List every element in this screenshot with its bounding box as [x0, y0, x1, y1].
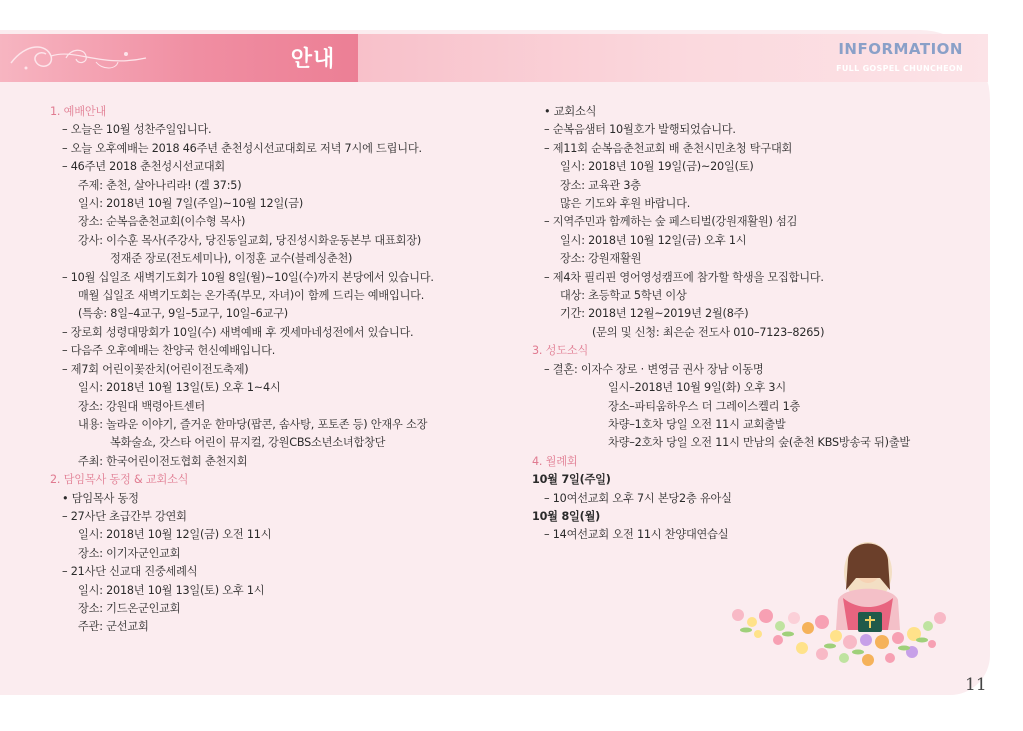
text-line: 대상: 초등학교 5학년 이상 — [560, 289, 687, 303]
page-title: 안내 — [290, 47, 336, 72]
text-line: 주관: 군선교회 — [78, 620, 149, 634]
text-line: 장소: 교육관 3층 — [560, 178, 641, 192]
page-number: 11 — [965, 675, 987, 695]
text-line: 주제: 춘천, 살아나리라! (겔 37:5) — [78, 178, 242, 192]
text-line: • 교회소식 — [544, 105, 597, 118]
text-line: – 다음주 오후예배는 찬양국 헌신예배입니다. — [62, 344, 276, 358]
text-line: – 10월 십일조 새벽기도회가 10월 8일(월)~10일(수)까지 본당에서 있습니다. — [62, 270, 434, 284]
text-line: 10월 8일(월) — [532, 509, 601, 523]
text-line: (문의 및 신청: 최은순 전도사 010–7123–8265) — [592, 325, 825, 339]
text-line: – 오늘은 10월 성찬주일입니다. — [62, 123, 212, 137]
section-heading: 1. 예배안내 — [50, 105, 107, 118]
text-line: – 지역주민과 함께하는 숲 페스티벌(강원재활원) 섬김 — [544, 215, 798, 229]
text-line: 일시–2018년 10월 9일(화) 오후 3시 — [608, 381, 786, 395]
text-line: 강사: 이수훈 목사(주강사, 당진동일교회, 당진성시화운동본부 대표회장) — [78, 233, 421, 247]
text-line: – 제11회 순복음춘천교회 배 춘천시민초청 탁구대회 — [544, 141, 793, 155]
info-title: INFORMATION — [838, 40, 963, 58]
info-subtitle: FULL GOSPEL CHUNCHEON — [836, 64, 963, 73]
text-line: 일시: 2018년 10월 12일(금) 오전 11시 — [78, 528, 272, 542]
text-line: 주최: 한국어린이전도협회 춘천지회 — [78, 454, 248, 468]
text-line: 기간: 2018년 12월~2019년 2월(8주) — [560, 307, 749, 321]
text-line: 장소: 강원재활원 — [560, 252, 642, 266]
section-heading: 4. 월례회 — [532, 454, 578, 468]
text-line: 매월 십일조 새벽기도회는 온가족(부모, 자녀)이 함께 드리는 예배입니다. — [78, 289, 425, 303]
text-line: (특송: 8일–4교구, 9일–5교구, 10일–6교구) — [78, 307, 288, 321]
text-line: – 14여선교회 오전 11시 찬양대연습실 — [544, 528, 729, 542]
left-column — [50, 103, 500, 637]
text-line: 많은 기도와 후원 바랍니다. — [560, 197, 691, 211]
section-heading: 2. 담임목사 동정 & 교회소식 — [50, 473, 189, 487]
text-line: – 제4차 필리핀 영어영성캠프에 참가할 학생을 모집합니다. — [544, 270, 824, 284]
text-line: 일시: 2018년 10월 19일(금)~20일(토) — [560, 160, 754, 174]
text-line: 내용: 놀라운 이야기, 즐거운 한마당(팝콘, 솜사탕, 포토존 등) 안재우 소장 — [78, 417, 428, 431]
text-line: 장소: 기드온군인교회 — [78, 601, 181, 615]
text-line: 장소: 순복음춘천교회(이수형 목사) — [78, 215, 246, 229]
text-line: – 10여선교회 오후 7시 본당2층 유아실 — [544, 491, 732, 505]
text-line: – 순복음샘터 10월호가 발행되었습니다. — [544, 123, 736, 137]
text-line: 일시: 2018년 10월 13일(토) 오후 1시 — [78, 583, 265, 597]
right-column — [532, 103, 952, 545]
text-line: 복화술쇼, 갓스타 어린이 뮤지컬, 강원CBS소년소녀합창단 — [110, 436, 386, 450]
text-line: 차량–1호차 당일 오전 11시 교회출발 — [608, 417, 786, 431]
text-line: – 결혼: 이자수 장로 · 변영금 권사 장남 이동명 — [544, 362, 764, 376]
text-line: 정재준 장로(전도세미나), 이정훈 교수(블레싱춘천) — [110, 252, 353, 266]
swirl-ornament-icon — [6, 38, 156, 78]
text-line: 일시: 2018년 10월 12일(금) 오후 1시 — [560, 233, 747, 247]
text-line: 장소: 강원대 백령아트센터 — [78, 399, 205, 413]
text-line: – 21사단 신교대 진중세례식 — [62, 565, 198, 579]
text-line: – 27사단 초급간부 강연회 — [62, 509, 187, 523]
text-line: 차량–2호차 당일 오전 11시 만남의 숲(춘천 KBS방송국 뒤)출발 — [608, 436, 911, 450]
text-line: 10월 7일(주일) — [532, 473, 611, 487]
text-line: 장소–파티움하우스 더 그레이스켈리 1층 — [608, 399, 801, 413]
text-line: – 제7회 어린이꽃잔치(어린이전도축제) — [62, 362, 249, 376]
text-line: 일시: 2018년 10월 13일(토) 오후 1~4시 — [78, 381, 281, 395]
text-line: 장소: 이기자군인교회 — [78, 546, 181, 560]
text-line: – 오늘 오후예배는 2018 46주년 춘천성시선교대회로 저녁 7시에 드립니다. — [62, 141, 422, 155]
text-line: – 46주년 2018 춘천성시선교대회 — [62, 160, 226, 174]
text-line: • 담임목사 동정 — [62, 491, 139, 505]
text-line: – 장로회 성령대망회가 10일(수) 새벽예배 후 겟세마네성전에서 있습니다. — [62, 325, 414, 339]
jesus-with-flowers-illustration — [718, 530, 958, 675]
text-line: 일시: 2018년 10월 7일(주일)~10월 12일(금) — [78, 197, 303, 211]
section-heading: 3. 성도소식 — [532, 344, 589, 358]
